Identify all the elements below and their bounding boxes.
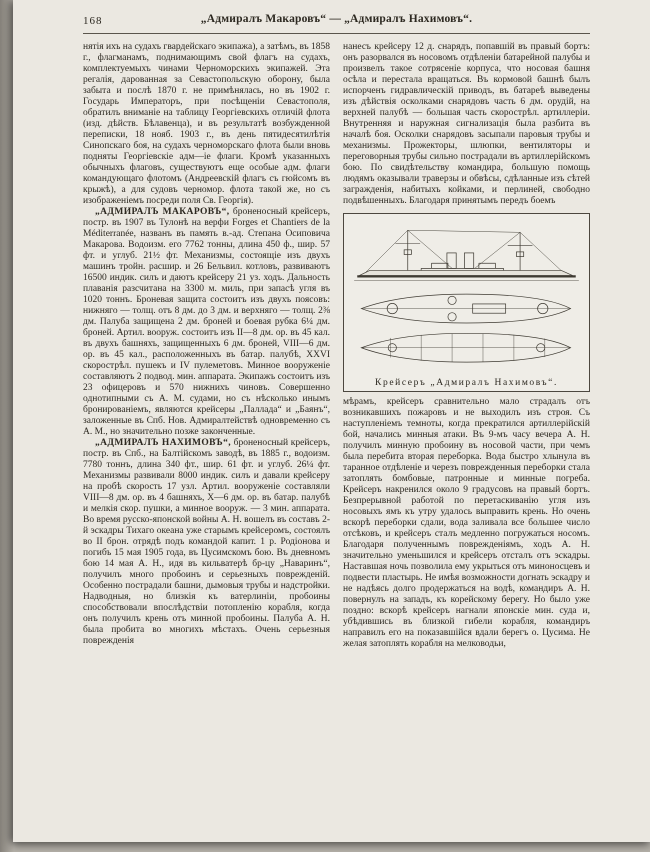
body-text: мѣрамъ, крейсеръ сравнительно мало страдалъ отъ возникавшихъ пожаровъ и не выходилъ изъ строя. Съ наступленіемъ темноты, когда прекратился артиллерійскій бой, начались минныя атаки. Въ 9-мъ часу вечера А. Н. получилъ минную пробоину въ носовой части, при чемъ была перебита вторая переборка. Вода быстро хлынула въ таранное отдѣленіе и черезъ поврежденныя переборки стала затоплять бомбовые, патронные и минные погреба. Крейсеръ накренился около 9 градусовъ на правый бортъ. Безпрерывной работой по перетаскиванію угля изъ носовыхъ ямъ къ утру удалось выправить крень. Но очень вскорѣ переборки сдали, вода заливала все большее число отсѣковъ, и крейсеръ сталъ медленно погружаться носомъ. Благодаря полученнымъ поврежденіямъ, ходъ А. Н. значительно уменьшился и крейсеръ отсталъ отъ эскадры. Наставшая ночь позволила ему укрыться отъ миноносцевъ и подвести пластырь. Не имѣя возможности догнать эскадру и не надѣясь долго продержаться на водѣ, командиръ А. Н. повернулъ на западъ, къ корейскому берегу. Но было уже поздно: вскорѣ крейсеръ нагнали японскіе мин. суда и, убѣдившись въ близкой гибели корабля, командиръ направилъ его на показавшійся вдали берегъ о. Цусима. Не желая затоплять корабля на мелководьи, xyxy=(343,396,590,649)
running-title: „Адмиралъ Макаровъ“ — „Адмиралъ Нахимовъ“. xyxy=(200,13,473,25)
book-page xyxy=(13,0,650,842)
ship-deck-plan-upper xyxy=(361,294,570,323)
ship-illustration xyxy=(349,222,584,375)
left-column xyxy=(83,42,330,650)
header-divider xyxy=(83,33,590,34)
page-number: 168 xyxy=(83,15,103,27)
ship-side-elevation xyxy=(354,230,579,281)
article-makarov xyxy=(83,207,330,438)
paragraph-continuation xyxy=(83,42,330,207)
figure-frame xyxy=(343,213,590,392)
article-title-nakhimov: „АДМИРАЛЪ НАХИМОВЪ“, xyxy=(95,438,232,448)
paragraph-continuation xyxy=(343,397,590,650)
body-text: броненосный крейсеръ, постр. въ Спб., на Балтійскомъ заводѣ, въ 1885 г., водоизм. 7780 тоннъ, длина 340 фт., шир. 61 фт. и углуб. 26¼ фт. Механизмы развивали 8000 индик. силъ и давали крейсеру на пробѣ скорость 17 узл. Артил. вооруженіе составляли VIII—8 дм. ор. въ 4 башняхъ, X—6 дм. ор. въ батар. палубѣ и мелкія скор. пушки, а минное вооруж. — 3 мин. аппарата. Во время русско-японской войны А. Н. вошелъ въ составъ 2-й эскадры Тихаго океана уже старымъ крейсеромъ, состоялъ во II брон. отрядѣ подъ командой капит. 1 р. Родіонова и погибъ 15 мая 1905 года, въ Цусимскомъ бою. Въ дневномъ бою 14 мая А. Н., идя въ кильватерѣ бр-цу „Наваринъ“, получилъ много пробоинъ и серьезныхъ поврежденій. Особенно пострадали башни, дымовыя трубы и надстройки. Надводныя, но близкія къ ватерлиніи, пробоины способствовали впослѣдствіи потопленію корабля, когда онъ получилъ крень отъ минной пробоины. Палуба А. Н. была пробита во многихъ мѣстахъ. Очень серьезныя поврежденія xyxy=(83,438,330,646)
paragraph-continuation xyxy=(343,42,590,207)
article-nakhimov xyxy=(83,438,330,647)
ship-deck-plan-lower xyxy=(361,333,570,362)
body-text: броненосный крейсеръ, постр. въ 1907 въ Тулонѣ на верфи Forges et Chantiers de la Méditerranée, названъ въ память в.-ад. Степана Осиповича Макарова. Водоизм. его 7762 тонны, длина 450 ф., шир. 57 фт. и углуб. 21½ фт. Механизмы, состоящіе изъ двухъ машинъ тройн. расшир. и 26 Бельвил. котловъ, развиваютъ 16500 индик. силъ и даютъ крейсеру 21 уз. ходъ. Дальность плаванія разсчитана на 3300 м. миль, при запасѣ угля въ 1020 тоннъ. Броневая защита состоитъ изъ двухъ поясовъ: нижняго — толщ. отъ 8 дм. до 3 дм. и верхняго — толщ. 2⅜ дм. Палуба защищена 2 дм. броней и боевая рубка 6¼ дм. броней. Артил. вооруж. состоитъ изъ II—8 дм. ор. въ 45 кал. въ двухъ башняхъ, защищенныхъ 6 дм. броней, VIII—6 дм. ор. въ 45 кал., расположенныхъ въ батар. палубѣ, XXVI скорострѣл. пушекъ и IV пулеметовъ. Минное вооруженіе составляютъ 2 подвод. мин. аппарата. Экипажъ состоитъ изъ 23 офицеровъ и 570 нижнихъ чиновъ. Совершенно однотипными съ А. М. судами, но съ нѣсколько инымъ бронированіемъ, являются крейсеры „Паллада“ и „Баянъ“, заложенные въ Спб. Нов. Адмиралтействѣ одновременно съ А. М., но значительно позже законченные. xyxy=(83,207,330,437)
page-header xyxy=(83,13,590,30)
body-text: нятія ихъ на судахъ гвардейскаго экипажа), а затѣмъ, въ 1858 г., флагманамъ, поднимающимъ свой флагъ на судахъ, комплектуемыхъ чинами Черноморскихъ экипажей. Эта регалія, дарованная за Севастопольскую оборону, была забыта и послѣ 1870 г. не примѣнялась, но въ 1902 г. Государь Императоръ, при посѣщеніи Севастополя, обратилъ вниманіе на таблицу Георгіевскихъ отличій флота (изд. дѣйств. Бѣлавенца), и въ результатѣ возбужденной переписки, 18 нояб. 1903 г., въ день пятидесятилѣтія Синопскаго боя, на судахъ черноморскаго флота были вновь подняты Георгіевскіе адм—іе флаги. Кромѣ указанныхъ обычныхъ флаговъ, существуютъ еще особые адм. флаги командующаго флотомъ (Андреевскій флагъ съ гюйсомъ въ крыжѣ), а для судовъ черномор. флота такой же, но съ изображеніемъ посреди поля Св. Георгія). xyxy=(83,42,330,206)
article-title-makarov: „АДМИРАЛЪ МАКАРОВЪ“, xyxy=(95,207,230,217)
text-columns xyxy=(83,42,590,650)
right-column xyxy=(343,42,590,650)
body-text: нанесъ крейсеру 12 д. снарядъ, попавшій въ правый бортъ: онъ разорвался въ носовомъ отдѣленіи батарейной палубы и произвелъ такое сотрясеніе корпуса, что носовая башня осѣла и перестала вращаться. Въ кормовой башнѣ былъ испорченъ гидравлическій приводъ, въ батареѣ выведены изъ дѣйствія осколками снарядовъ часть 6 дм. орудій, на верхней палубѣ — большая часть скорострѣл. артиллеріи. Внутренняя и наружная сигнализація была разбита въ началѣ боя. Осколки снарядовъ засыпали паровыя трубы и механизмы. Прожекторы, шлюпки, вентиляторы и переговорныя трубы сильно пострадали въ артиллерійскомъ бою. По свидѣтельству командира, большую помощь людямъ оказывали траверзы и обвѣсы, сдѣланные изъ сѣтей загражденія, набитыхъ койками, и перлиней, свободно подвѣшенныхъ. Благодаря принятымъ передъ боемъ xyxy=(343,42,590,206)
figure-caption: Крейсеръ „Адмиралъ Нахимовъ“. xyxy=(375,377,558,388)
